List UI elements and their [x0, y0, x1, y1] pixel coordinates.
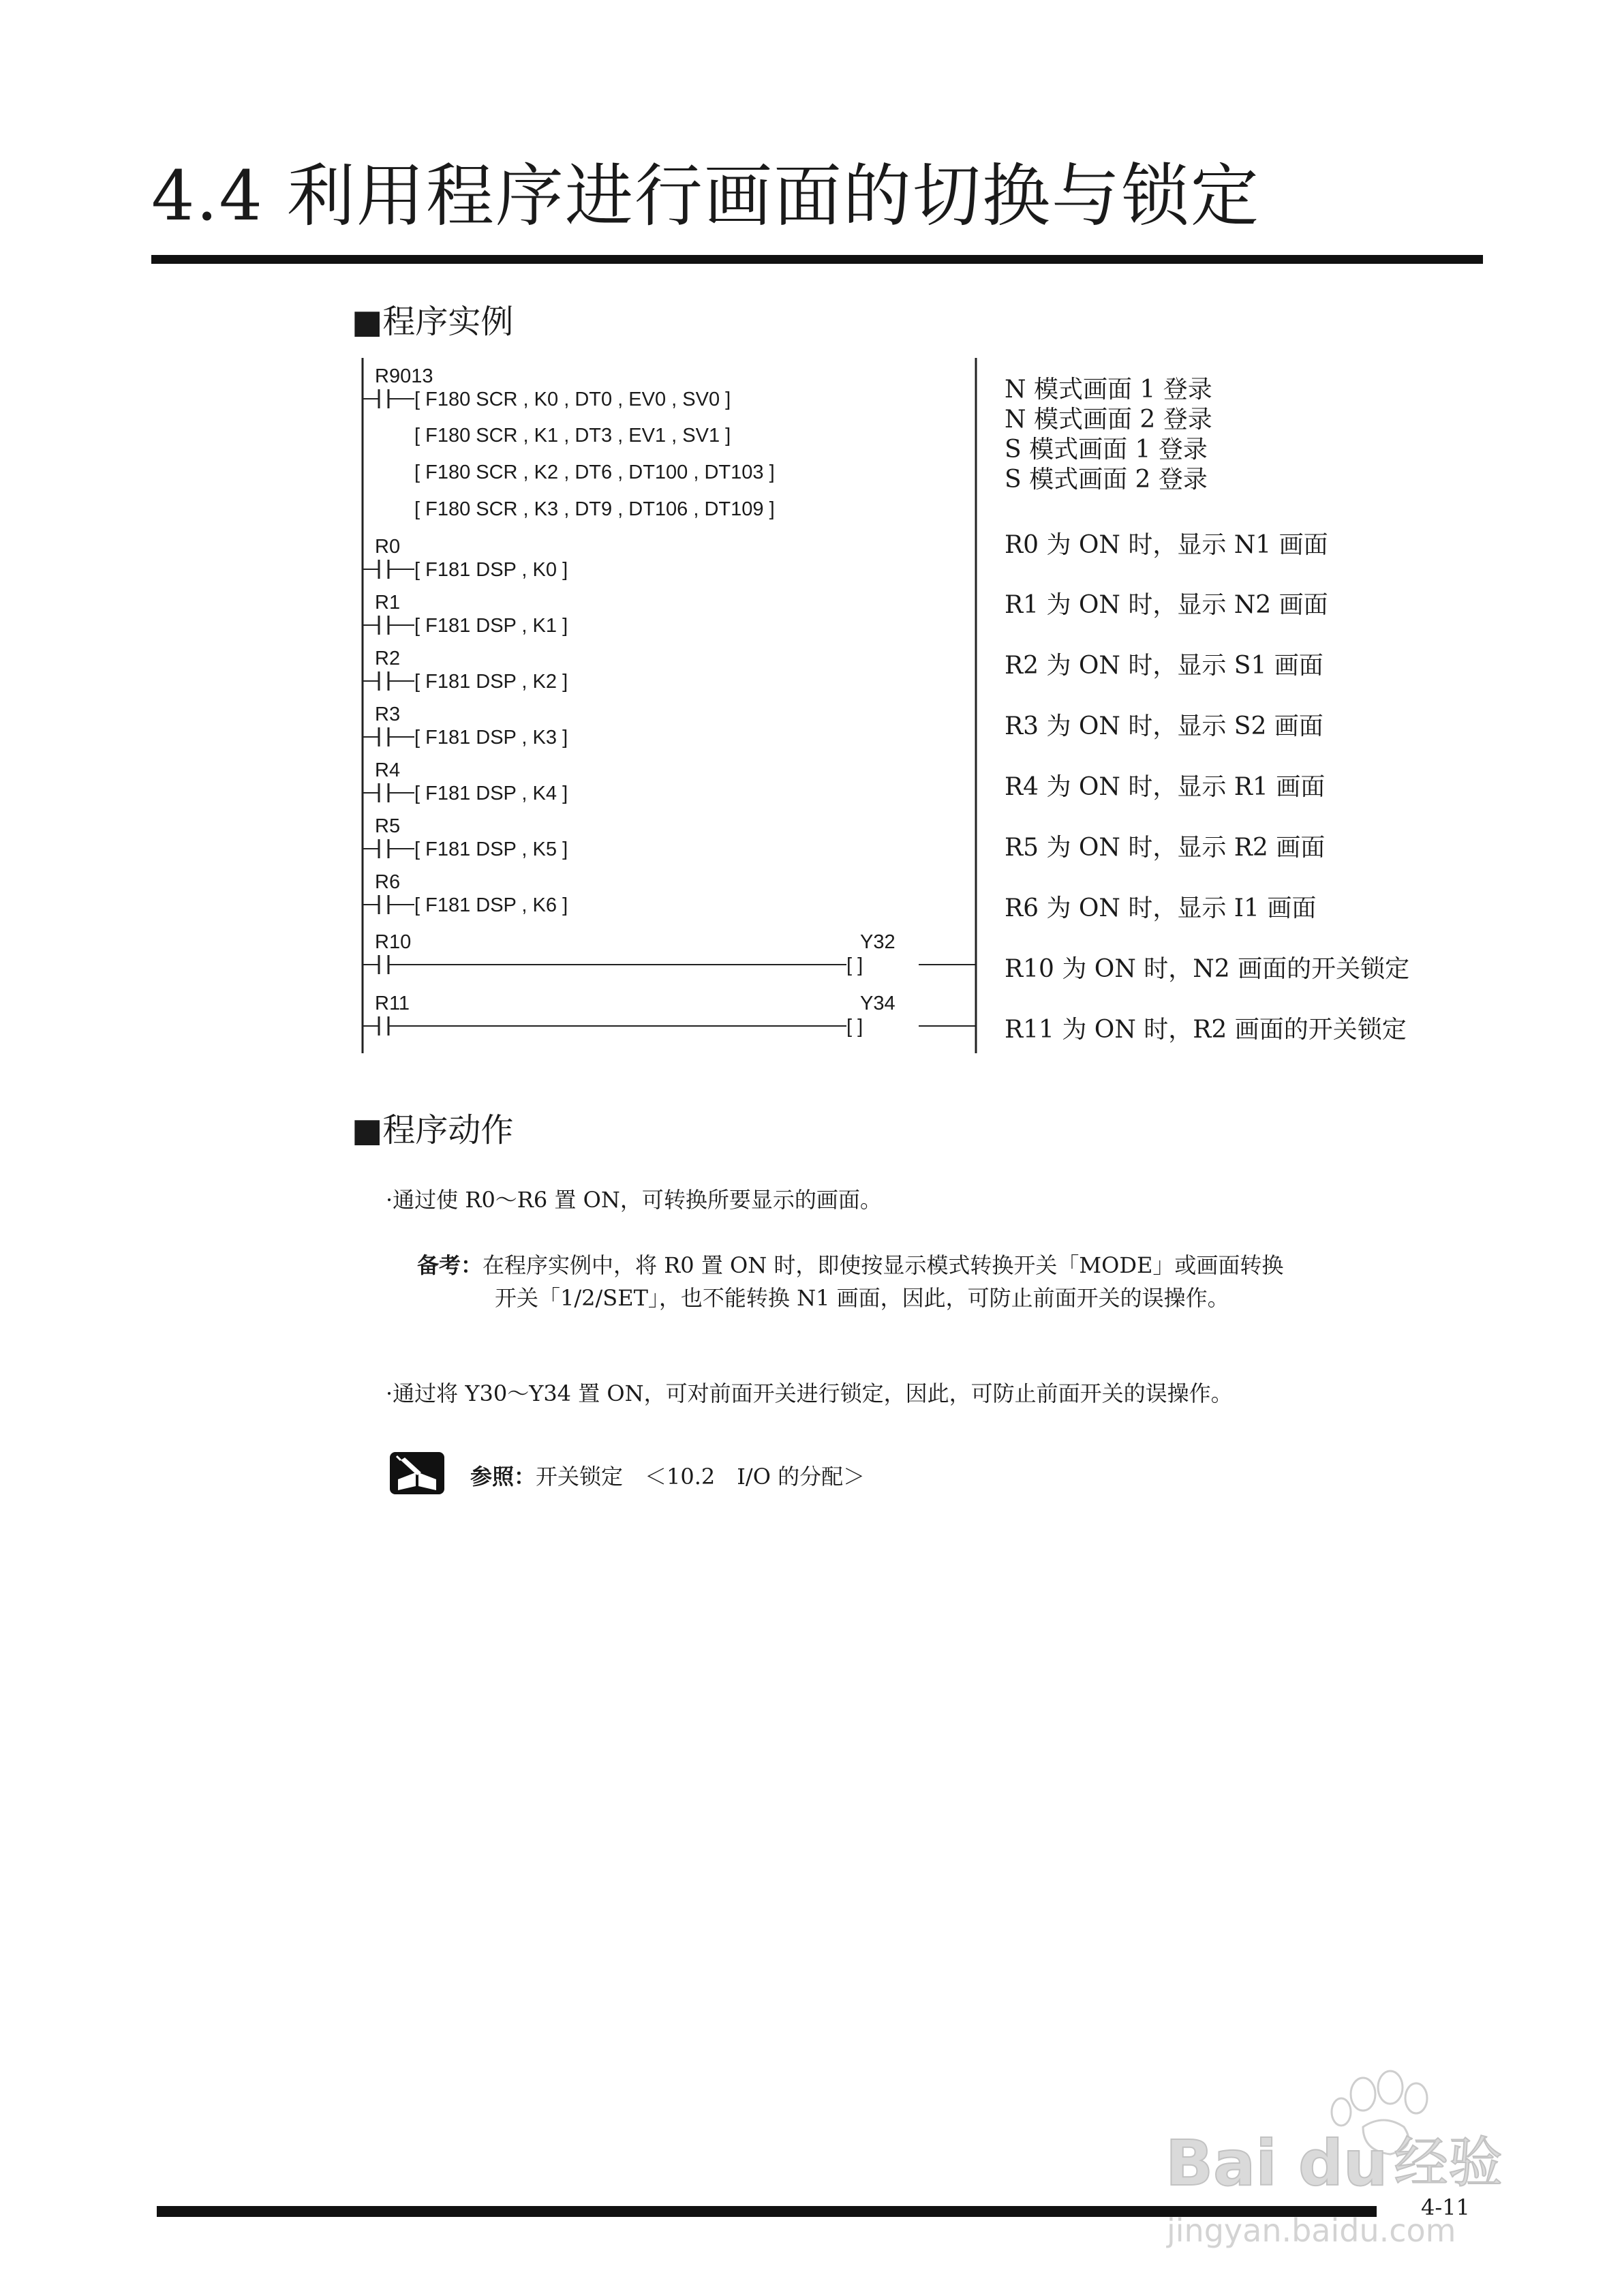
instruction-text: [ F181 DSP , K0 ]: [414, 559, 568, 581]
ladder-diagram: [354, 351, 981, 1074]
comment-line: S 模式画面 1 登录: [1005, 436, 1208, 464]
section-heading-example: ■程序实例: [352, 303, 514, 341]
comment-line: R2 为 ON 时，显示 S1 画面: [1005, 652, 1323, 680]
contact-label: R0: [375, 536, 401, 558]
reference-label: 参照：: [470, 1464, 536, 1490]
coil-label: Y32: [860, 931, 896, 953]
coil-label: Y34: [860, 993, 896, 1014]
note-block: [417, 1249, 1283, 1282]
comment-line: S 模式画面 2 登录: [1005, 466, 1208, 494]
instruction-text: [ F181 DSP , K3 ]: [414, 727, 568, 749]
instruction-text: [ F180 SCR , K0 , DT0 , EV0 , SV0 ]: [414, 389, 731, 410]
coil-bracket: [ ]: [846, 954, 863, 976]
comment-line: R1 为 ON 时，显示 N2 画面: [1005, 591, 1328, 619]
coil-bracket: [ ]: [846, 1016, 863, 1038]
instruction-text: [ F180 SCR , K1 , DT3 , EV1 , SV1 ]: [414, 425, 731, 447]
note-label: 备考：: [417, 1252, 483, 1278]
ladder-rungs: [363, 365, 976, 1038]
comment-line: N 模式画面 2 登录: [1005, 406, 1212, 434]
contact-label: R6: [375, 871, 401, 893]
watermark-url: jingyan.baidu.com: [1167, 2212, 1456, 2249]
contact-label: R11: [375, 993, 410, 1014]
comment-line: R5 为 ON 时，显示 R2 画面: [1005, 834, 1326, 862]
comment-line: R11 为 ON 时，R2 画面的开关锁定: [1005, 1016, 1407, 1044]
instruction-text: [ F181 DSP , K6 ]: [414, 894, 568, 916]
comment-line: R10 为 ON 时，N2 画面的开关锁定: [1005, 955, 1410, 983]
contact-label: R2: [375, 648, 401, 669]
comment-line: R6 为 ON 时，显示 I1 画面: [1005, 894, 1317, 922]
section-heading-action: ■程序动作: [352, 1111, 514, 1149]
watermark-cn: 经验: [1394, 2131, 1503, 2194]
comment-line: R4 为 ON 时，显示 R1 画面: [1005, 773, 1326, 801]
baidu-watermark: [1159, 2059, 1540, 2256]
page-number: 4-11: [1421, 2194, 1470, 2220]
contact-label: R9013: [375, 365, 433, 387]
contact-label: R3: [375, 704, 401, 725]
book-reference-icon: [390, 1452, 444, 1494]
instruction-text: [ F181 DSP , K4 ]: [414, 783, 568, 804]
instruction-text: [ F180 SCR , K2 , DT6 , DT100 , DT103 ]: [414, 462, 775, 483]
comment-line: R3 为 ON 时，显示 S2 画面: [1005, 712, 1323, 740]
instruction-text: [ F180 SCR , K3 , DT9 , DT106 , DT109 ]: [414, 498, 775, 520]
action-bullet-1: ·通过使 R0～R6 置 ON，可转换所要显示的画面。: [386, 1187, 882, 1213]
contact-label: R10: [375, 931, 412, 953]
note-line-1: 在程序实例中，将 R0 置 ON 时，即使按显示模式转换开关「MODE」或画面转换: [483, 1252, 1284, 1278]
title-rule: [151, 255, 1483, 264]
page-title: 4.4 利用程序进行画面的切换与锁定: [151, 156, 1260, 236]
contact-label: R4: [375, 759, 401, 781]
comment-line: R0 为 ON 时，显示 N1 画面: [1005, 531, 1328, 559]
instruction-text: [ F181 DSP , K5 ]: [414, 839, 568, 860]
instruction-text: [ F181 DSP , K1 ]: [414, 615, 568, 637]
action-bullet-2: ·通过将 Y30～Y34 置 ON，可对前面开关进行锁定，因此，可防止前面开关的误操作。: [386, 1380, 1233, 1406]
contact-label: R5: [375, 815, 401, 837]
comment-line: N 模式画面 1 登录: [1005, 376, 1212, 404]
reference-text: 开关锁定 ＜10.2 I/O 的分配＞: [536, 1464, 866, 1490]
reference-line: [470, 1460, 865, 1493]
instruction-text: [ F181 DSP , K2 ]: [414, 671, 568, 693]
watermark-brand: Bai: [1165, 2127, 1277, 2200]
note-line-2: 开关「1/2/SET」，也不能转换 N1 画面，因此，可防止前面开关的误操作。: [495, 1285, 1229, 1311]
watermark-brand-2: du: [1298, 2127, 1388, 2200]
contact-label: R1: [375, 592, 401, 614]
